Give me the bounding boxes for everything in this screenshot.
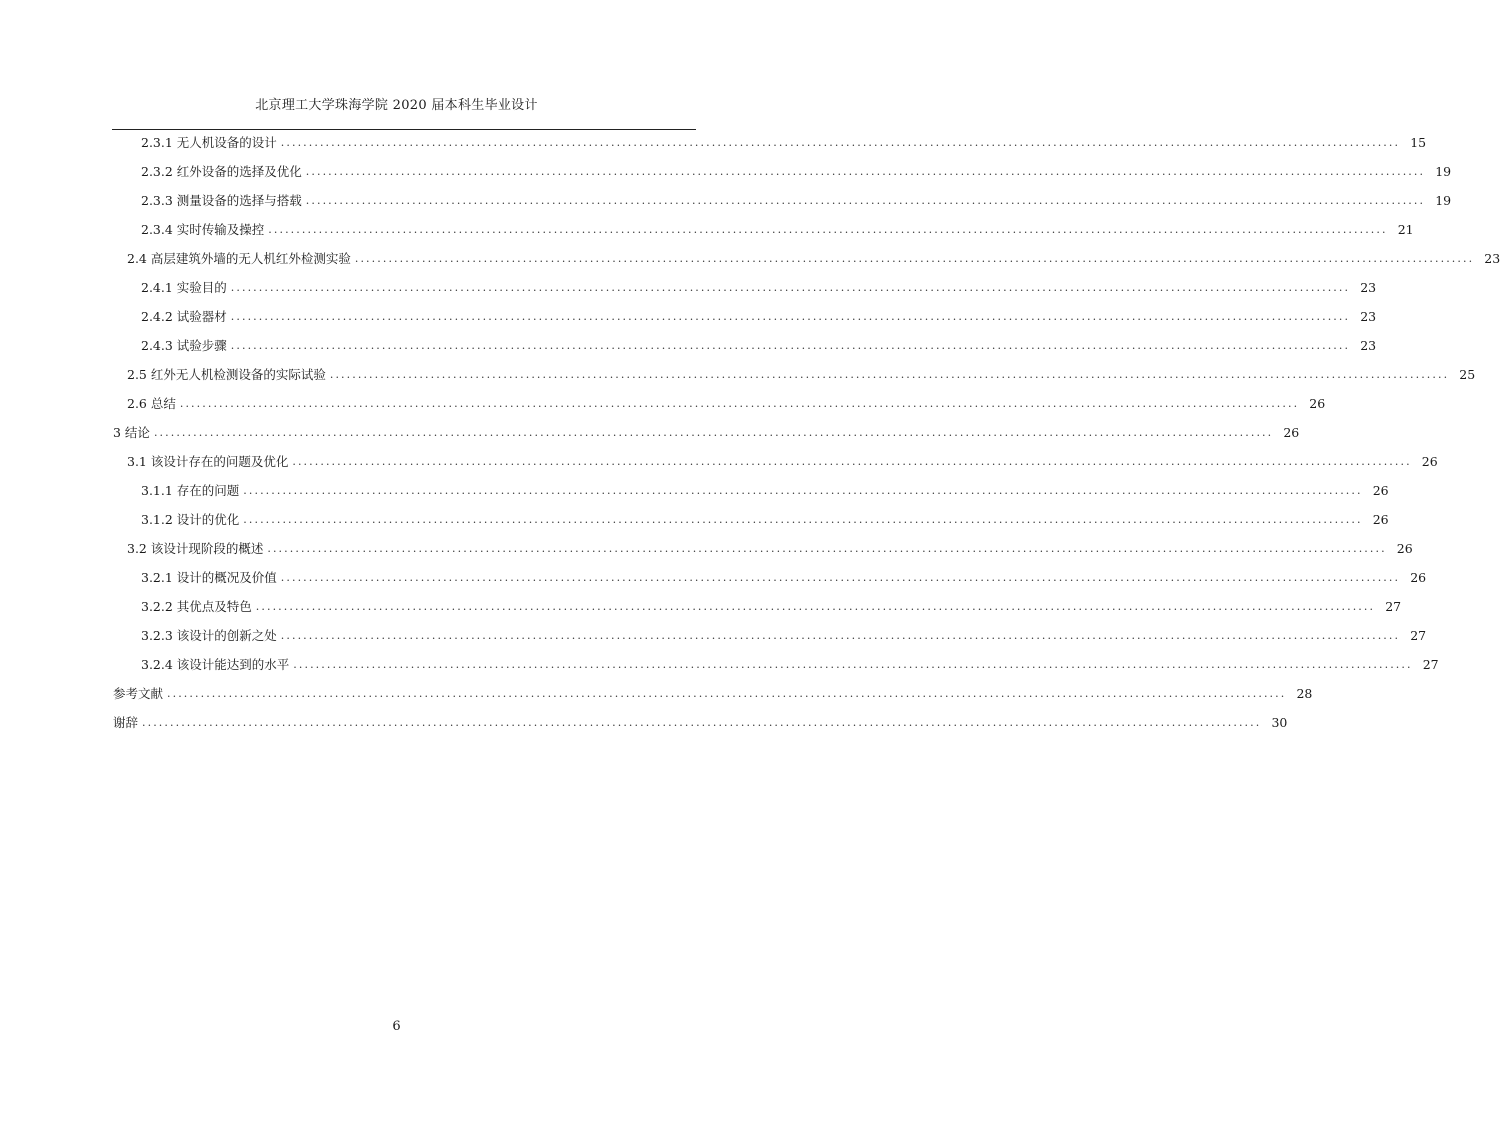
toc-entry-label: 3.2 该设计现阶段的概述 — [127, 541, 264, 556]
toc-entry-label: 2.4.3 试验步骤 — [141, 338, 227, 353]
toc-leader-dots: ........................................................................................................................................................................................................ — [280, 135, 1401, 149]
toc-leader-dots: ........................................................................................................................................................................................................ — [230, 309, 1351, 323]
toc-entry-page: 27 — [1410, 627, 1427, 643]
toc-entry-label: 2.4.2 试验器材 — [141, 309, 227, 324]
toc-entry-page: 26 — [1309, 395, 1326, 411]
toc-entry-page: 26 — [1283, 424, 1300, 440]
toc-entry-page: 15 — [1410, 134, 1427, 150]
toc-entry-page: 21 — [1397, 221, 1414, 237]
toc-leader-dots: ........................................................................................................................................................................................................ — [255, 599, 1376, 613]
toc-entry[interactable] — [113, 682, 1313, 704]
toc-entry[interactable] — [141, 334, 1377, 356]
toc-entry-label: 2.3.2 红外设备的选择及优化 — [141, 164, 302, 179]
toc-entry[interactable] — [127, 537, 1413, 559]
toc-entry-page: 27 — [1422, 656, 1439, 672]
toc-entry[interactable] — [141, 508, 1389, 530]
header-rule — [112, 129, 696, 130]
toc-entry-label: 3.2.2 其优点及特色 — [141, 599, 252, 614]
toc-leader-dots: ........................................................................................................................................................................................................ — [293, 657, 1413, 671]
toc-entry-label: 谢辞 — [113, 715, 139, 730]
toc-entry[interactable] — [141, 305, 1377, 327]
toc-entry-page: 23 — [1484, 250, 1500, 266]
running-header: 北京理工大学珠海学院 2020 届本科生毕业设计 — [255, 98, 538, 113]
toc-leader-dots: ........................................................................................................................................................................................................ — [305, 193, 1426, 207]
toc-leader-dots: ........................................................................................................................................................................................................ — [153, 425, 1274, 439]
toc-leader-dots: ........................................................................................................................................................................................................ — [292, 454, 1412, 468]
toc-entry-page: 19 — [1435, 163, 1452, 179]
toc-entry[interactable] — [127, 450, 1438, 472]
toc-entry[interactable] — [141, 218, 1414, 240]
toc-entry-page: 26 — [1421, 453, 1438, 469]
toc-leader-dots: ........................................................................................................................................................................................................ — [267, 541, 1387, 555]
toc-entry-page: 30 — [1271, 714, 1288, 730]
toc-leader-dots: ........................................................................................................................................................................................................ — [243, 483, 1363, 497]
toc-entry-page: 26 — [1396, 540, 1413, 556]
toc-entry-label: 3.2.3 该设计的创新之处 — [141, 628, 277, 643]
toc-entry-page: 28 — [1296, 685, 1313, 701]
toc-entry-label: 2.3.3 测量设备的选择与搭载 — [141, 193, 302, 208]
toc-leader-dots: ........................................................................................................................................................................................................ — [230, 338, 1351, 352]
toc-entry-page: 23 — [1360, 279, 1377, 295]
toc-entry-label: 2.3.4 实时传输及操控 — [141, 222, 265, 237]
toc-entry-page: 25 — [1459, 366, 1476, 382]
toc-entry-label: 2.4.1 实验目的 — [141, 280, 227, 295]
toc-entry[interactable] — [113, 421, 1300, 443]
toc-entry[interactable] — [141, 479, 1389, 501]
toc-entry-page: 23 — [1360, 337, 1377, 353]
toc-entry-label: 3 结论 — [113, 425, 150, 440]
toc-entry[interactable] — [141, 595, 1402, 617]
toc-entry-label: 3.1 该设计存在的问题及优化 — [127, 454, 289, 469]
toc-leader-dots: ........................................................................................................................................................................................................ — [167, 686, 1287, 700]
toc-entry[interactable] — [141, 189, 1452, 211]
toc-entry-page: 19 — [1435, 192, 1452, 208]
toc-entry[interactable] — [141, 276, 1377, 298]
toc-leader-dots: ........................................................................................................................................................................................................ — [280, 628, 1401, 642]
toc-entry[interactable] — [141, 566, 1427, 588]
toc-entry-page: 26 — [1372, 482, 1389, 498]
toc-entry-label: 2.5 红外无人机检测设备的实际试验 — [127, 367, 326, 382]
toc-entry-page: 26 — [1410, 569, 1427, 585]
toc-entry[interactable] — [127, 247, 1500, 269]
toc-entry[interactable] — [141, 653, 1439, 675]
toc-entry-label: 2.4 高层建筑外墙的无人机红外检测实验 — [127, 251, 351, 266]
toc-leader-dots: ........................................................................................................................................................................................................ — [179, 396, 1300, 410]
toc-entry-page: 26 — [1372, 511, 1389, 527]
toc-leader-dots: ........................................................................................................................................................................................................ — [243, 512, 1363, 526]
toc-leader-dots: ........................................................................................................................................................................................................ — [268, 222, 1388, 236]
toc-entry[interactable] — [127, 363, 1476, 385]
toc-entry-label: 3.1.2 设计的优化 — [141, 512, 240, 527]
toc-leader-dots: ........................................................................................................................................................................................................ — [305, 164, 1426, 178]
toc-leader-dots: ........................................................................................................................................................................................................ — [280, 570, 1401, 584]
toc-entry-label: 3.2.1 设计的概况及价值 — [141, 570, 277, 585]
toc-entry-label: 2.3.1 无人机设备的设计 — [141, 135, 277, 150]
toc-entry[interactable] — [141, 131, 1427, 153]
toc-entry[interactable] — [141, 160, 1452, 182]
page-number: 6 — [392, 1019, 401, 1034]
toc-entry-label: 参考文献 — [113, 686, 164, 701]
toc-entry[interactable] — [141, 624, 1427, 646]
toc-entry[interactable] — [113, 711, 1288, 733]
toc-entry-label: 3.2.4 该设计能达到的水平 — [141, 657, 290, 672]
toc-leader-dots: ........................................................................................................................................................................................................ — [329, 367, 1450, 381]
toc-leader-dots: ........................................................................................................................................................................................................ — [142, 715, 1262, 729]
toc-entry[interactable] — [127, 392, 1326, 414]
toc-entry-page: 23 — [1360, 308, 1377, 324]
toc-leader-dots: ........................................................................................................................................................................................................ — [354, 251, 1475, 265]
toc-entry-page: 27 — [1385, 598, 1402, 614]
toc-leader-dots: ........................................................................................................................................................................................................ — [230, 280, 1351, 294]
toc-entry-label: 2.6 总结 — [127, 396, 176, 411]
toc-entry-label: 3.1.1 存在的问题 — [141, 483, 240, 498]
